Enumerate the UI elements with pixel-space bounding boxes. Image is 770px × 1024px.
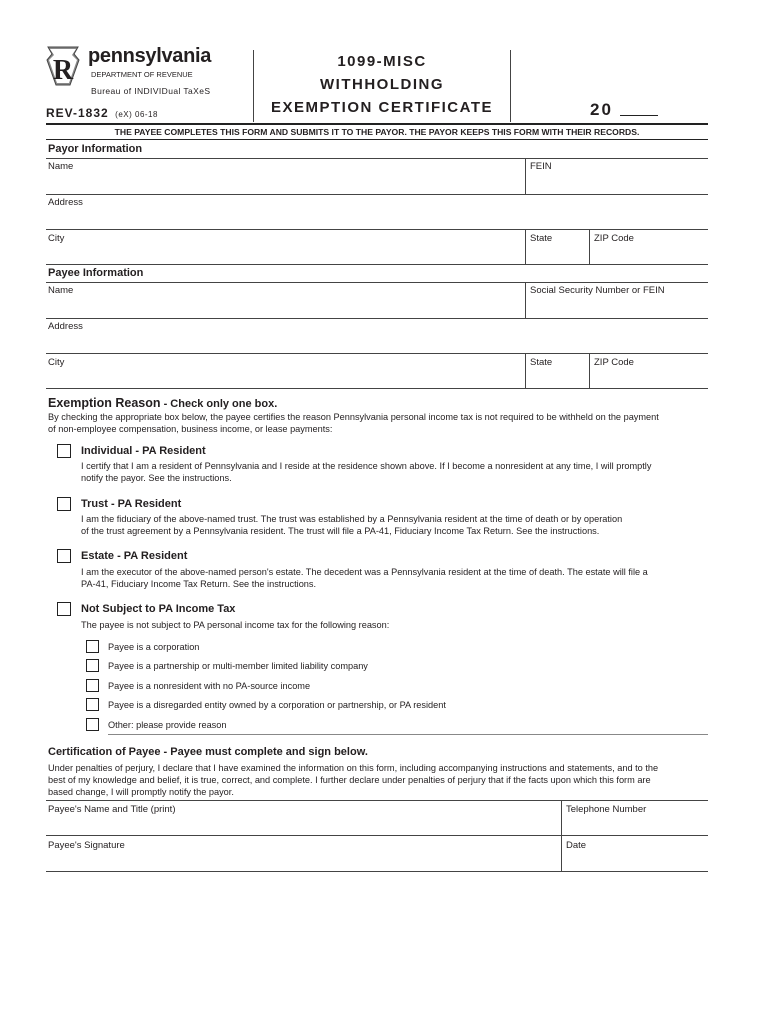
header-rule — [46, 123, 708, 125]
sub-disregarded-label: Payee is a disregarded entity owned by a corporation or partnership, or PA resident — [108, 700, 446, 710]
payee-name-field[interactable] — [46, 282, 524, 318]
payor-fein-label: FEIN — [530, 161, 552, 172]
payee-address-label: Address — [48, 321, 83, 332]
svg-text:R: R — [52, 55, 74, 86]
form-title — [254, 50, 510, 119]
exemption-intro-2: of non-employee compensation, business income, or lease payments: — [48, 424, 333, 434]
certification-text-2: best of my knowledge and belief, it is true, correct, and complete. I further declare under penalties of perjury that if the facts upon which this form are — [48, 775, 651, 785]
payee-zip-field[interactable] — [590, 353, 708, 388]
payee-bottom-rule — [46, 388, 708, 389]
payee-ssn-field[interactable] — [526, 282, 708, 318]
sub-nonresident-label: Payee is a nonresident with no PA-source income — [108, 681, 311, 691]
date-field[interactable] — [562, 835, 708, 871]
trust-checkbox[interactable] — [57, 497, 71, 511]
payee-state-field[interactable] — [526, 353, 588, 388]
trust-text-1: I am the fiduciary of the above-named trust. The trust was established by a Pennsylvania resident at the time of death or by operation — [81, 514, 623, 524]
year-blank[interactable] — [620, 115, 658, 116]
exemption-title: Exemption Reason — [48, 396, 161, 410]
payee-section-title: Payee Information — [48, 267, 144, 279]
payor-city-field[interactable] — [46, 229, 524, 264]
cert-bottom-rule — [46, 871, 708, 872]
title-line-2: WITHHOLDING — [320, 76, 444, 93]
individual-title: Individual - PA Resident — [81, 445, 206, 457]
payor-zip-label: ZIP Code — [594, 233, 634, 244]
exemption-heading — [48, 394, 277, 412]
payor-zip-field[interactable] — [590, 229, 708, 264]
form-revision: (eX) 06-18 — [115, 110, 158, 119]
payor-address-label: Address — [48, 197, 83, 208]
payor-section-title: Payor Information — [48, 143, 143, 155]
not-subject-text: The payee is not subject to PA personal income tax for the following reason: — [81, 620, 390, 630]
payee-signature-field[interactable] — [46, 835, 560, 871]
year-prefix: 20 — [590, 100, 613, 119]
not-subject-checkbox[interactable] — [57, 602, 71, 616]
payor-fein-field[interactable] — [526, 158, 708, 194]
certification-title: Certification of Payee - Payee must complete and sign below. — [48, 746, 368, 758]
payee-city-field[interactable] — [46, 353, 524, 388]
payor-bottom-rule — [46, 264, 708, 265]
sub-other-label: Other: please provide reason — [108, 720, 227, 730]
payee-zip-label: ZIP Code — [594, 357, 634, 368]
exemption-intro-1: By checking the appropriate box below, the payee certifies the reason Pennsylvania personal income tax is not required to be withheld on the payment — [48, 412, 659, 422]
trust-text-2: of the trust agreement by a Pennsylvania resident. The trust will file a PA-41, Fiduciary Income Tax Return. See the instructions. — [81, 526, 600, 536]
payee-state-label: State — [530, 357, 553, 368]
payee-name-label: Name — [48, 285, 74, 296]
individual-checkbox[interactable] — [57, 444, 71, 458]
title-line-3: EXEMPTION CERTIFICATE — [270, 99, 494, 116]
individual-text-2: notify the payor. See the instructions. — [81, 473, 232, 483]
telephone-field[interactable] — [562, 800, 708, 835]
sub-other-checkbox[interactable] — [86, 718, 99, 731]
payee-city-label: City — [48, 357, 65, 368]
pa-keystone-logo — [46, 46, 80, 86]
payor-city-label: City — [48, 233, 65, 244]
date-label: Date — [566, 840, 587, 851]
payor-state-field[interactable] — [526, 229, 588, 264]
certification-text-3: based change, I will promptly notify the payor. — [48, 787, 234, 797]
trust-title: Trust - PA Resident — [81, 498, 182, 510]
payor-name-field[interactable] — [46, 158, 524, 194]
payor-state-label: State — [530, 233, 553, 244]
bureau-name: Bureau of INDIVIDual TaXeS — [91, 86, 211, 96]
sub-partnership-checkbox[interactable] — [86, 659, 99, 672]
individual-text-1: I certify that I am a resident of Pennsylvania and I reside at the residence shown above. If I become a nonresident at any time, I will promptly — [81, 461, 652, 471]
department-name: DEPARTMENT OF REVENUE — [91, 70, 193, 79]
sub-nonresident-checkbox[interactable] — [86, 679, 99, 692]
estate-text-1: I am the executor of the above-named person's estate. The decedent was a Pennsylvania resident at the time of death. The estate will file a — [81, 567, 648, 577]
header-divider-right — [510, 50, 511, 122]
sub-corporation-checkbox[interactable] — [86, 640, 99, 653]
keystone-logo-icon — [46, 46, 80, 86]
estate-text-2: PA-41, Fiduciary Income Tax Return. See the instructions. — [81, 579, 317, 589]
payee-ssn-label: Social Security Number or FEIN — [530, 285, 665, 296]
banner-rule — [46, 139, 708, 140]
payor-name-label: Name — [48, 161, 74, 172]
not-subject-title: Not Subject to PA Income Tax — [81, 603, 236, 615]
sub-disregarded-checkbox[interactable] — [86, 698, 99, 711]
estate-title: Estate - PA Resident — [81, 550, 188, 562]
sub-partnership-label: Payee is a partnership or multi-member limited liability company — [108, 661, 368, 671]
payee-name-title-label: Payee's Name and Title (print) — [48, 804, 176, 815]
form-number — [46, 104, 158, 122]
certification-text-1: Under penalties of perjury, I declare that I have examined the information on this form, including accompanying instructions and statements, and to the — [48, 763, 659, 773]
instruction-banner: THE PAYEE COMPLETES THIS FORM AND SUBMITS IT TO THE PAYOR. THE PAYOR KEEPS THIS FORM WITH THEIR RECORDS. — [114, 127, 640, 137]
telephone-label: Telephone Number — [566, 804, 647, 815]
form-number-text: REV-1832 — [46, 106, 109, 120]
other-reason-line[interactable] — [108, 734, 708, 735]
sub-corporation-label: Payee is a corporation — [108, 642, 200, 652]
exemption-title-suffix: - Check only one box. — [160, 398, 278, 410]
state-name: pennsylvania — [88, 45, 212, 67]
title-line-1: 1099-MISC — [337, 53, 427, 70]
payee-name-title-field[interactable] — [46, 800, 560, 835]
payee-address-field[interactable] — [46, 318, 708, 353]
payor-address-field[interactable] — [46, 194, 708, 229]
estate-checkbox[interactable] — [57, 549, 71, 563]
payee-signature-label: Payee's Signature — [48, 840, 125, 851]
